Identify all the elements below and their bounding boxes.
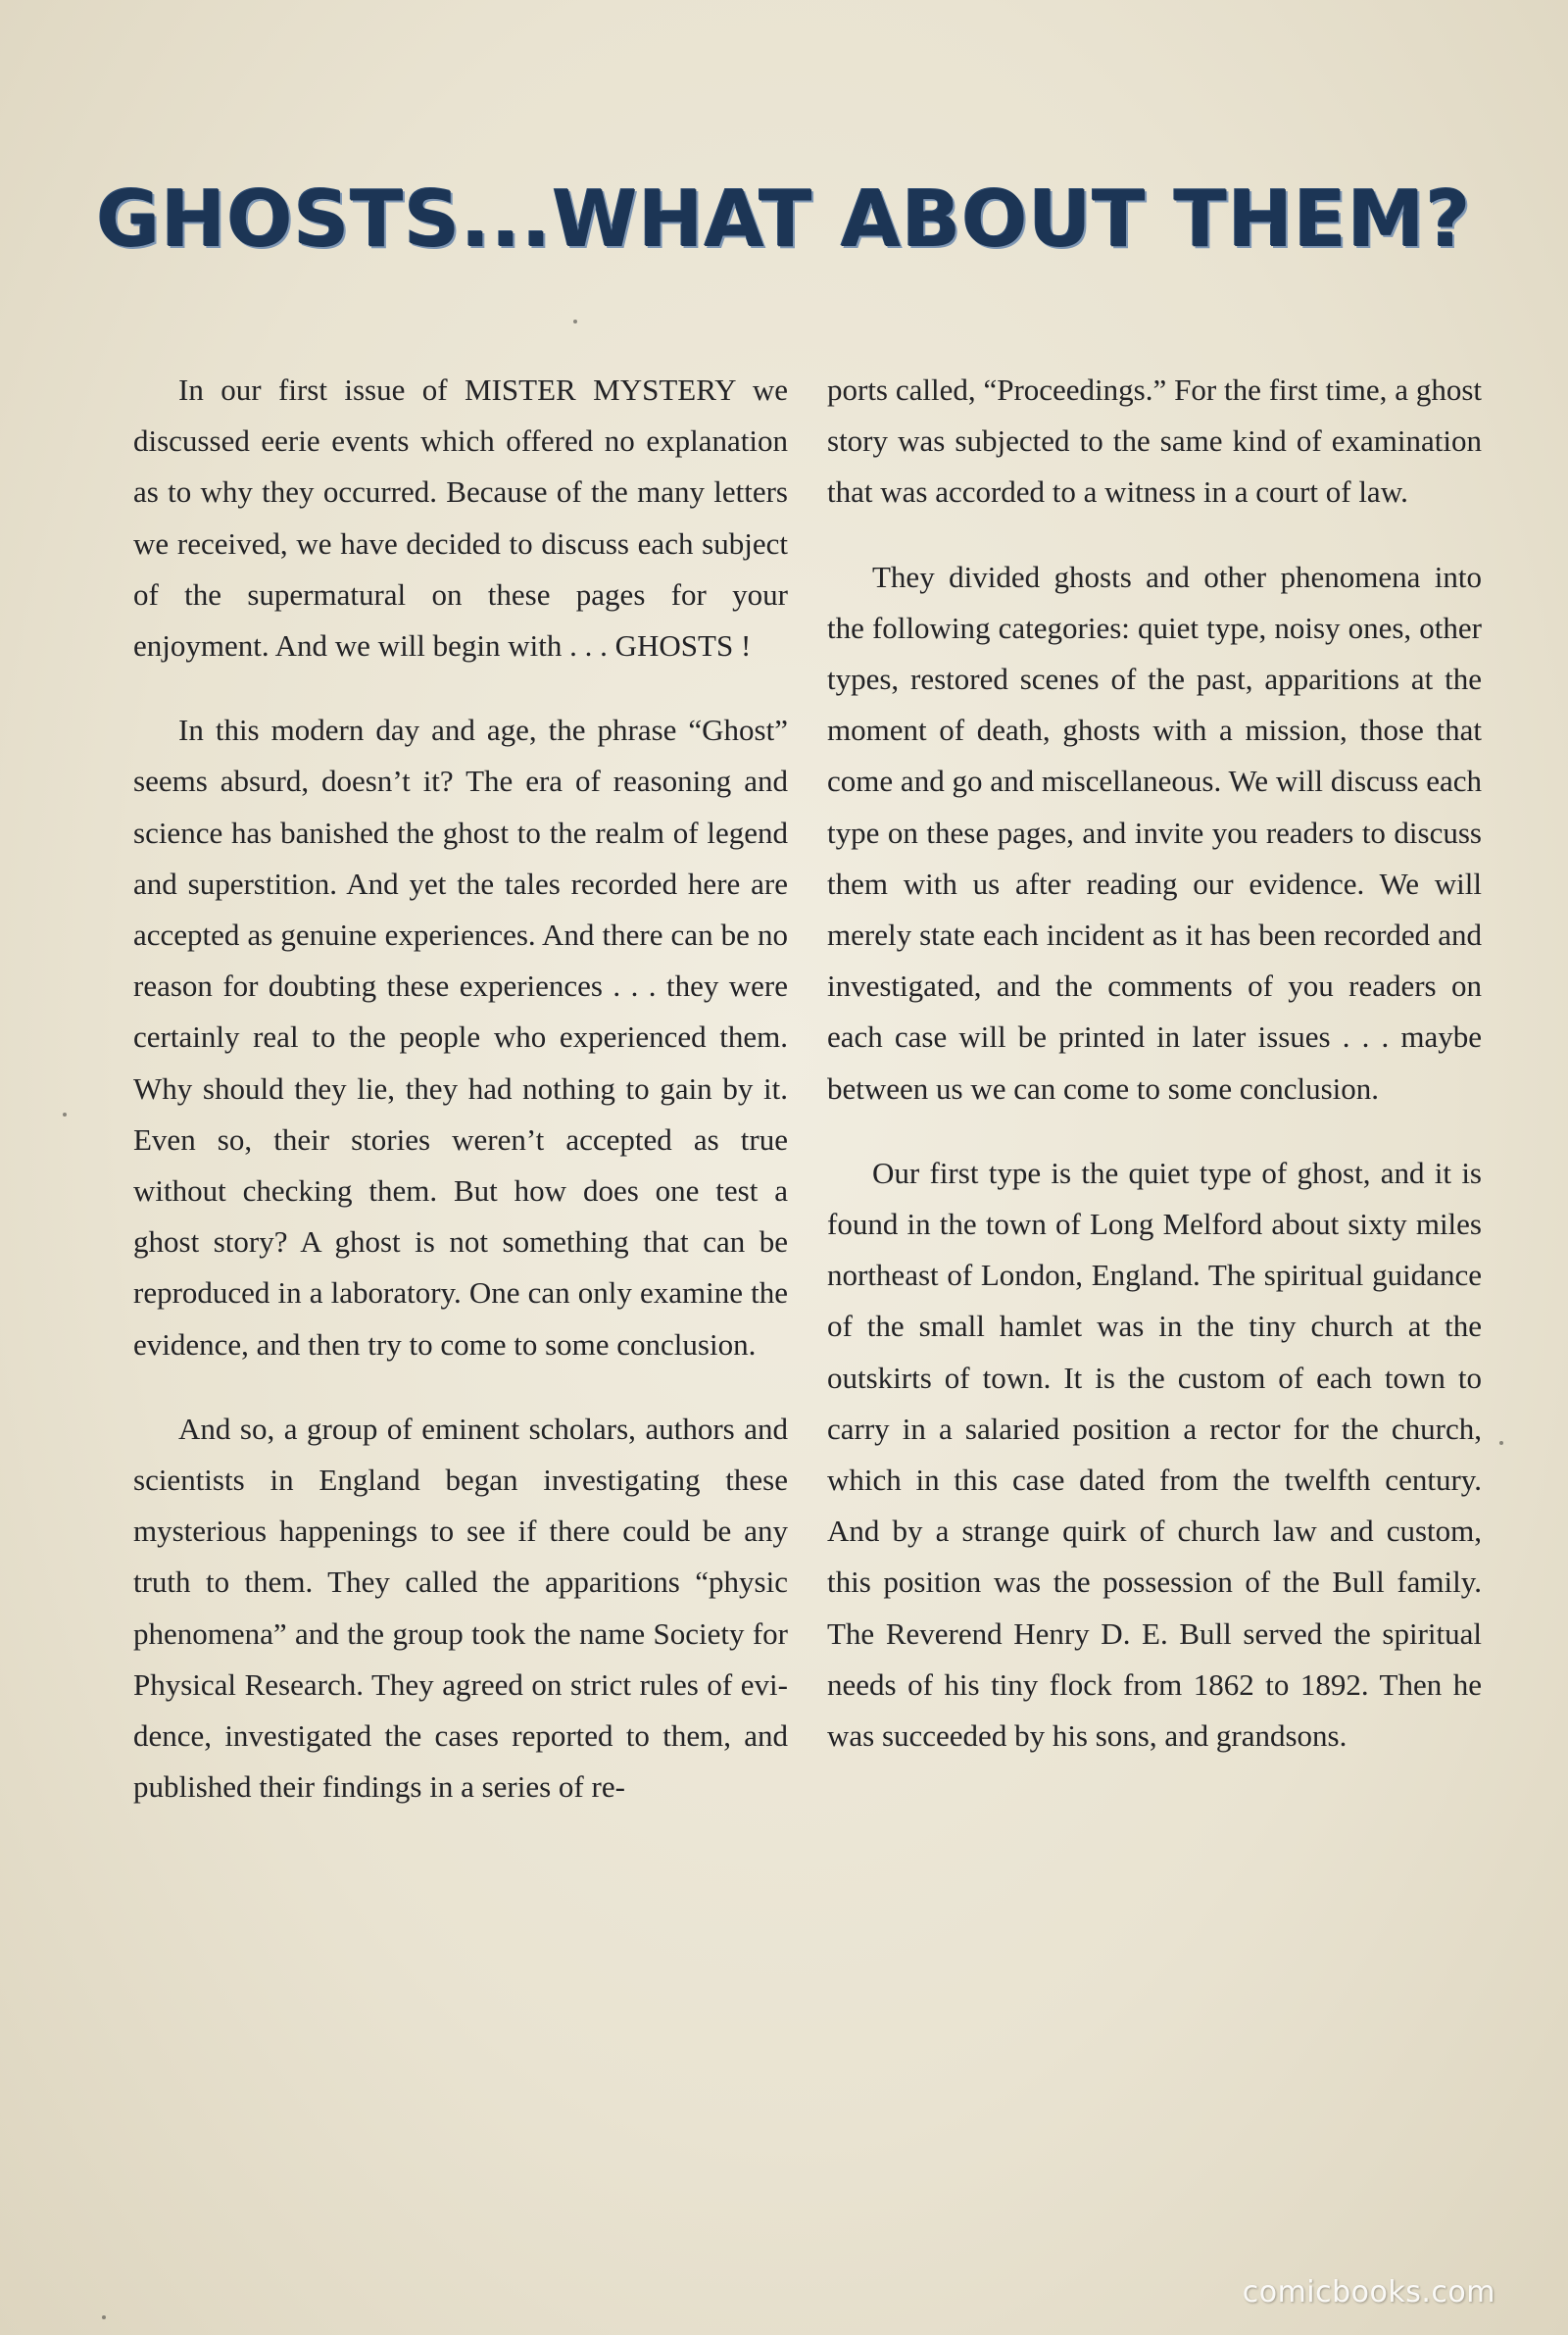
- article-paragraph: And so, a group of eminent scholars, authors and scientists in England began investigating these mysterious happenings to see if there could be any truth to them. They called the apparitions “physic phenomena” and the group took the name Society for Physical Research. They agreed on strict rules of evidence, investigated the cases reported to them, and published their findings in a series of re-: [133, 1411, 788, 1805]
- article-paragraph: In this modern day and age, the phrase “Ghost” seems absurd, doesn’t it? The era of reasoning and science has banished the ghost to the realm of legend and superstition. And yet the tales recorded here are accepted as genuine experiences. And there can be no reason for doubting these experiences . . . they were certainly real to the people who experienced them. Why should they lie, they had nothing to gain by it. Even so, their stories weren’t accepted as true without checking them. But how does one test a ghost story? A ghost is not something that can be reproduced in a laboratory. One can only examine the evidence, and then try to come to some conclusion.: [133, 713, 788, 1362]
- paper-speck: [573, 320, 577, 323]
- article-paragraph: Our first type is the quiet type of ghost, and it is found in the town of Long Melford about sixty miles northeast of London, England. The spiritual guidance of the small hamlet was in the tiny church at the outskirts of town. It is the custom of each town to carry in a salaried position a rector for the church, which in this case dated from the twelfth century. And by a strange quirk of church law and custom, this position was the possession of the Bull family. The Reverend Henry D. E. Bull served the spiritual needs of his tiny flock from 1862 to 1892. Then he was succeeded by his sons, and grandsons.: [827, 1155, 1482, 1754]
- paper-speck: [63, 1113, 67, 1117]
- article-paragraph: They divided ghosts and other phenomena into the following categories: quiet type, noisy ones, other types, restored scenes of the past, apparitions at the moment of death, ghosts with a mission, those that come and go and miscellaneous. We will discuss each type on these pages, and invite you readers to discuss them with us after reading our evidence. We will merely state each incident as it has been recorded and investigated, and the comments of you readers on each case will be printed in later issues . . . maybe between us we can come to some conclusion.: [827, 559, 1482, 1106]
- article-title: GHOSTS...WHAT ABOUT THEM?: [96, 174, 1472, 265]
- right-column: [827, 365, 1482, 1795]
- paper-speck: [1499, 1441, 1503, 1445]
- article-paragraph: In our first issue of MISTER MYSTERY we discussed eerie events which offered no explanation as to why they occurred. Because of the many letters we received, we have decided to discuss each subject of the supermatural on these pages for your enjoyment. And we will begin with . . . GHOSTS !: [133, 373, 788, 664]
- source-watermark: comicbooks.com: [1242, 2275, 1495, 2310]
- article-paragraph: ports called, “Proceedings.” For the first time, a ghost story was subjected to the same kind of examination that was accorded to a witness in a court of law.: [827, 373, 1482, 510]
- paper-speck: [102, 2315, 106, 2319]
- left-column: [133, 365, 788, 1846]
